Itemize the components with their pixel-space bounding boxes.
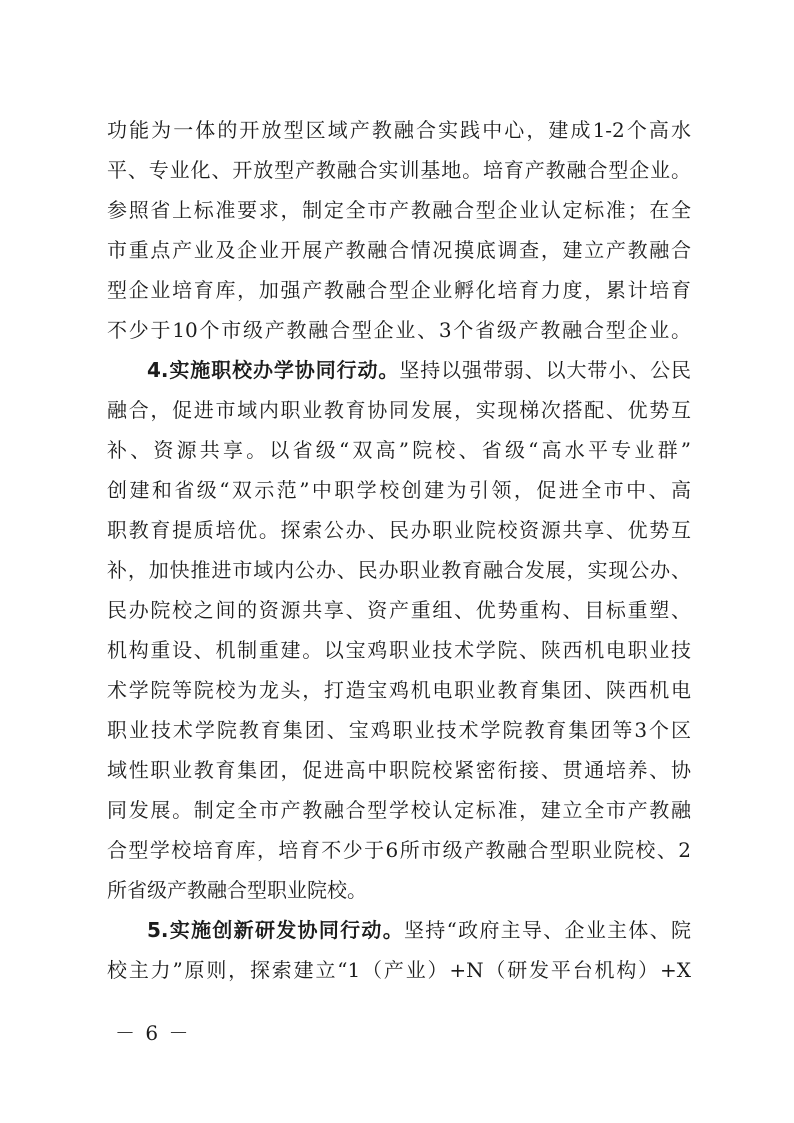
text-span: 坚持以强带弱、以大带小、公民 [399, 358, 691, 382]
text-line: 职业技术学院教育集团、宝鸡职业技术学院教育集团等3个区 [107, 718, 691, 742]
text-line: 融合，促进市域内职业教育协同发展，实现梯次搭配、优势互 [107, 398, 691, 422]
document-body [107, 110, 691, 990]
text-line: 合型学校培育库，培育不少于6所市级产教融合型职业院校、2 [107, 838, 691, 862]
text-line: 域性职业教育集团，促进高中职院校紧密衔接、贯通培养、协 [107, 758, 691, 782]
text-line: 创建和省级“双示范”中职学校创建为引领，促进全市中、高 [107, 478, 691, 502]
text-line: 平、专业化、开放型产教融合实训基地。培育产教融合型企业。 [107, 158, 691, 182]
text-line-with-heading [107, 350, 691, 390]
text-line: 同发展。制定全市产教融合型学校认定标准，建立全市产教融 [107, 798, 691, 822]
text-line-with-heading [107, 910, 691, 950]
text-line: 市重点产业及企业开展产教融合情况摸底调查，建立产教融合 [107, 238, 691, 262]
paragraph-enterprise-cultivation [107, 110, 691, 350]
text-line: 型企业培育库，加强产教融合型企业孵化培育力度，累计培育 [107, 278, 691, 302]
page-number: － 6 － [115, 1021, 191, 1045]
text-line: 补，加快推进市域内公办、民办职业教育融合发展，实现公办、 [107, 558, 691, 582]
text-line: 所省级产教融合型职业院校。 [107, 878, 367, 902]
text-line: 校主力”原则，探索建立“1（产业）+N（研发平台机构）+X [107, 958, 691, 982]
paragraph-section-4 [107, 350, 691, 910]
text-line: 术学院等院校为龙头，打造宝鸡机电职业教育集团、陕西机电 [107, 678, 691, 702]
text-line: 补、资源共享。以省级“双高”院校、省级“高水平专业群” [107, 438, 691, 462]
text-line: 参照省上标准要求，制定全市产教融合型企业认定标准；在全 [107, 198, 691, 222]
text-line: 功能为一体的开放型区域产教融合实践中心，建成1-2个高水 [107, 118, 691, 142]
section-heading: 4.实施职校办学协同行动。 [147, 358, 400, 382]
section-heading: 5.实施创新研发协同行动。 [147, 918, 404, 942]
text-line: 不少于10个市级产教融合型企业、3个省级产教融合型企业。 [107, 318, 691, 342]
paragraph-section-5 [107, 910, 691, 990]
text-line: 民办院校之间的资源共享、资产重组、优势重构、目标重塑、 [107, 598, 691, 622]
text-line: 职教育提质培优。探索公办、民办职业院校资源共享、优势互 [107, 518, 691, 542]
text-line: 机构重设、机制重建。以宝鸡职业技术学院、陕西机电职业技 [107, 638, 691, 662]
text-span: 坚持“政府主导、企业主体、院 [404, 918, 691, 942]
